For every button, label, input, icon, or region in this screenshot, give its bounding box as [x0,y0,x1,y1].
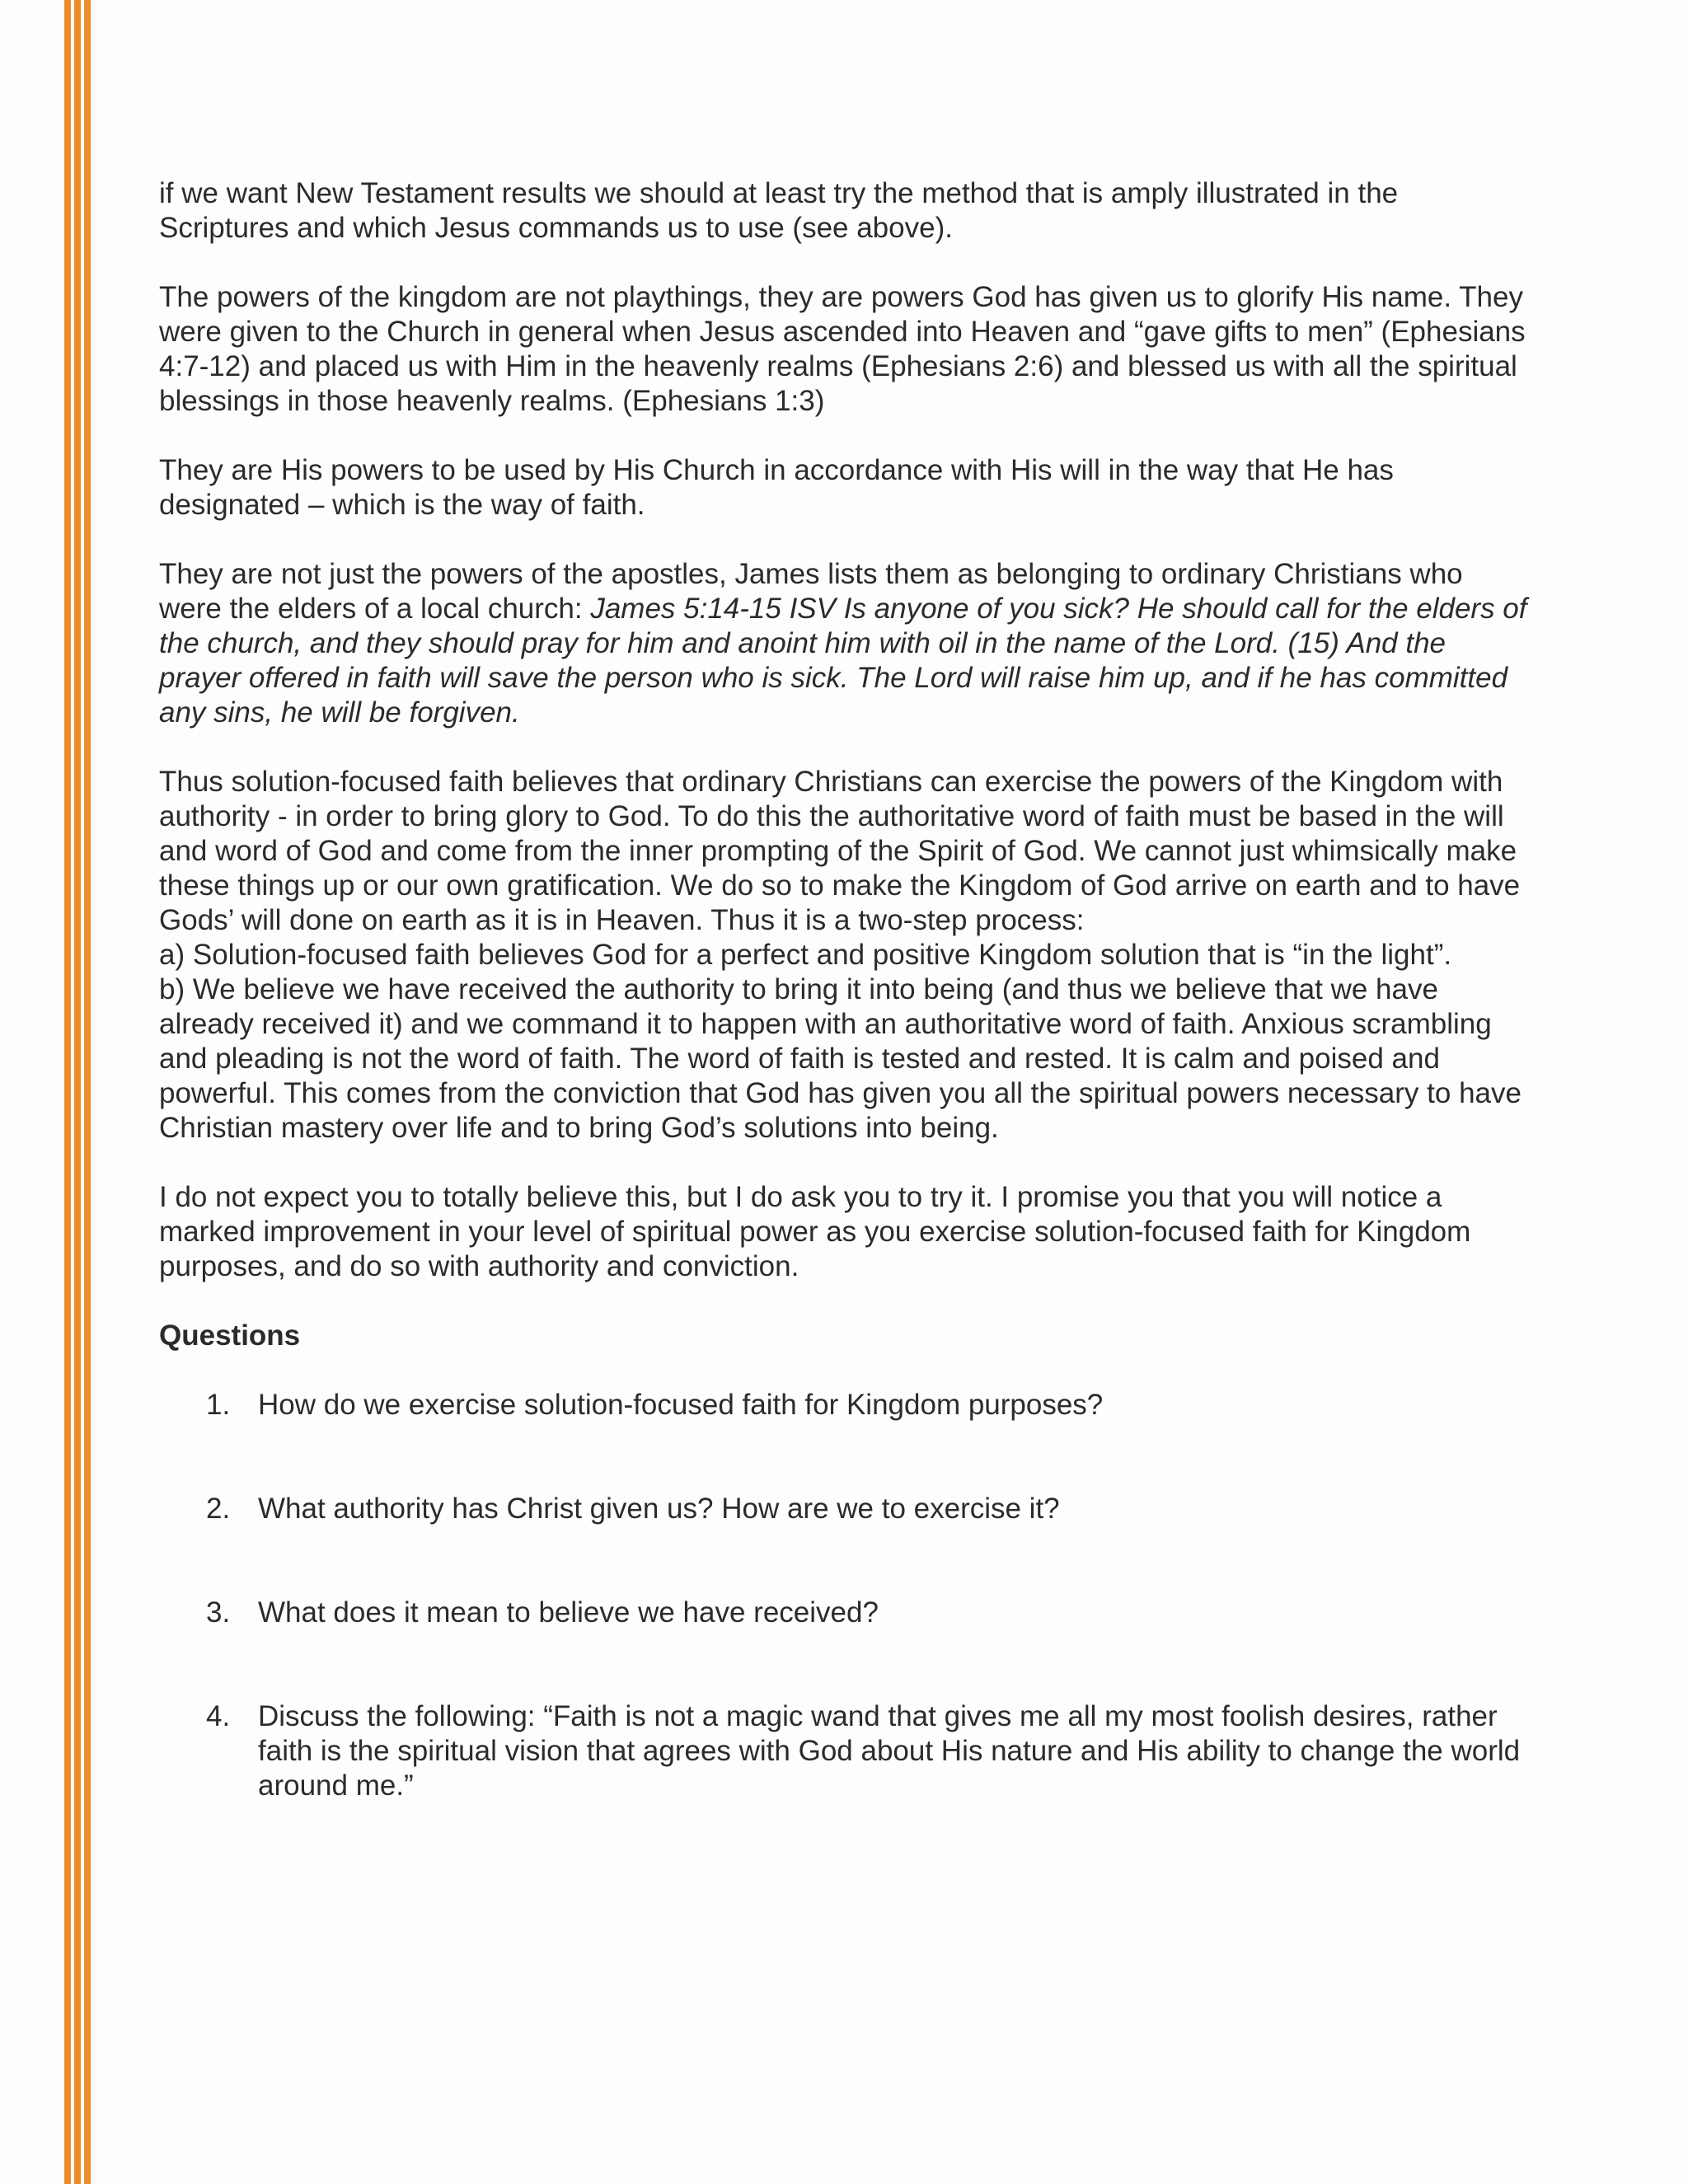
question-text: How do we exercise solution-focused faith for Kingdom purposes? [258,1389,1104,1421]
paragraph-solution-focused-faith [159,765,1527,1146]
left-border-stripe-3 [84,0,91,2184]
document-body [159,176,1527,1872]
james-scripture-quote: James 5:14-15 ISV Is anyone of you sick? He should call for the elders of the church, and they should pray for him and anoint him with oil in the name of the Lord. (15) And the prayer offered in faith will save the person who is sick. The Lord will raise him up, and if he has committed any sins, he will be forgiven. [159,593,1527,729]
questions-heading: Questions [159,1319,301,1352]
two-step-intro: Thus solution-focused faith believes that ordinary Christians can exercise the powers of the Kingdom with authority - in order to bring glory to God. To do this the authoritative word of faith must be based in the will and word of God and come from the inner prompting of the Spirit of God. We cannot just whimsically make these things up or our own gratification. We do so to make the Kingdom of God arrive on earth and to have Gods’ will done on earth as it is in Heaven. Thus it is a two-step process: [159,766,1521,936]
question-item [159,1699,1527,1803]
question-text: What does it mean to believe we have received? [258,1596,879,1629]
left-border-stripe-2 [74,0,81,2184]
question-number: 4. [206,1700,231,1732]
paragraph-try-it: I do not expect you to totally believe this, but I do ask you to try it. I promise you that you will notice a marked improvement in your level of spiritual power as you exercise solution-focused faith for Kingdom purposes, and do so with authority and conviction. [159,1181,1471,1282]
step-a: a) Solution-focused faith believes God for a perfect and positive Kingdom solution that is “in the light”. [159,939,1452,971]
question-text: What authority has Christ given us? How are we to exercise it? [258,1493,1060,1525]
question-item [159,1596,1527,1630]
question-number: 2. [206,1493,231,1525]
question-number: 1. [206,1389,231,1421]
question-item [159,1492,1527,1526]
james-intro-text: They are not just the powers of the apostles, James lists them as belonging to ordinary Christians who were the elders of a local church: [159,558,1463,625]
paragraph-intro: if we want New Testament results we should at least try the method that is amply illustrated in the Scriptures and which Jesus commands us to use (see above). [159,177,1399,244]
left-border-stripe-1 [64,0,71,2184]
paragraph-powers-of-kingdom: The powers of the kingdom are not playthings, they are powers God has given us to glorify His name. They were given to the Church in general when Jesus ascended into Heaven and “gave gifts to men” (Ephesians 4:7-12) and placed us with Him in the heavenly realms (Ephesians 2:6) and blessed us with all the spiritual blessings in those heavenly realms. (Ephesians 1:3) [159,281,1526,417]
step-b: b) We believe we have received the authority to bring it into being (and thus we believe that we have already received it) and we command it to happen with an authoritative word of faith. Anxious scrambling and pleading is not the word of faith. The word of faith is tested and rested. It is calm and poised and powerful. This comes from the conviction that God has given you all the spiritual powers necessary to have Christian mastery over life and to bring God’s solutions into being. [159,973,1522,1144]
question-text: Discuss the following: “Faith is not a magic wand that gives me all my most foolish desires, rather faith is the spiritual vision that agrees with God about His nature and His ability to change the world around me.” [258,1700,1521,1802]
question-number: 3. [206,1596,231,1629]
question-item [159,1388,1527,1422]
questions-list [159,1388,1527,1803]
paragraph-his-powers: They are His powers to be used by His Church in accordance with His will in the way that He has designated – which is the way of faith. [159,454,1394,521]
paragraph-james-quote [159,557,1527,730]
